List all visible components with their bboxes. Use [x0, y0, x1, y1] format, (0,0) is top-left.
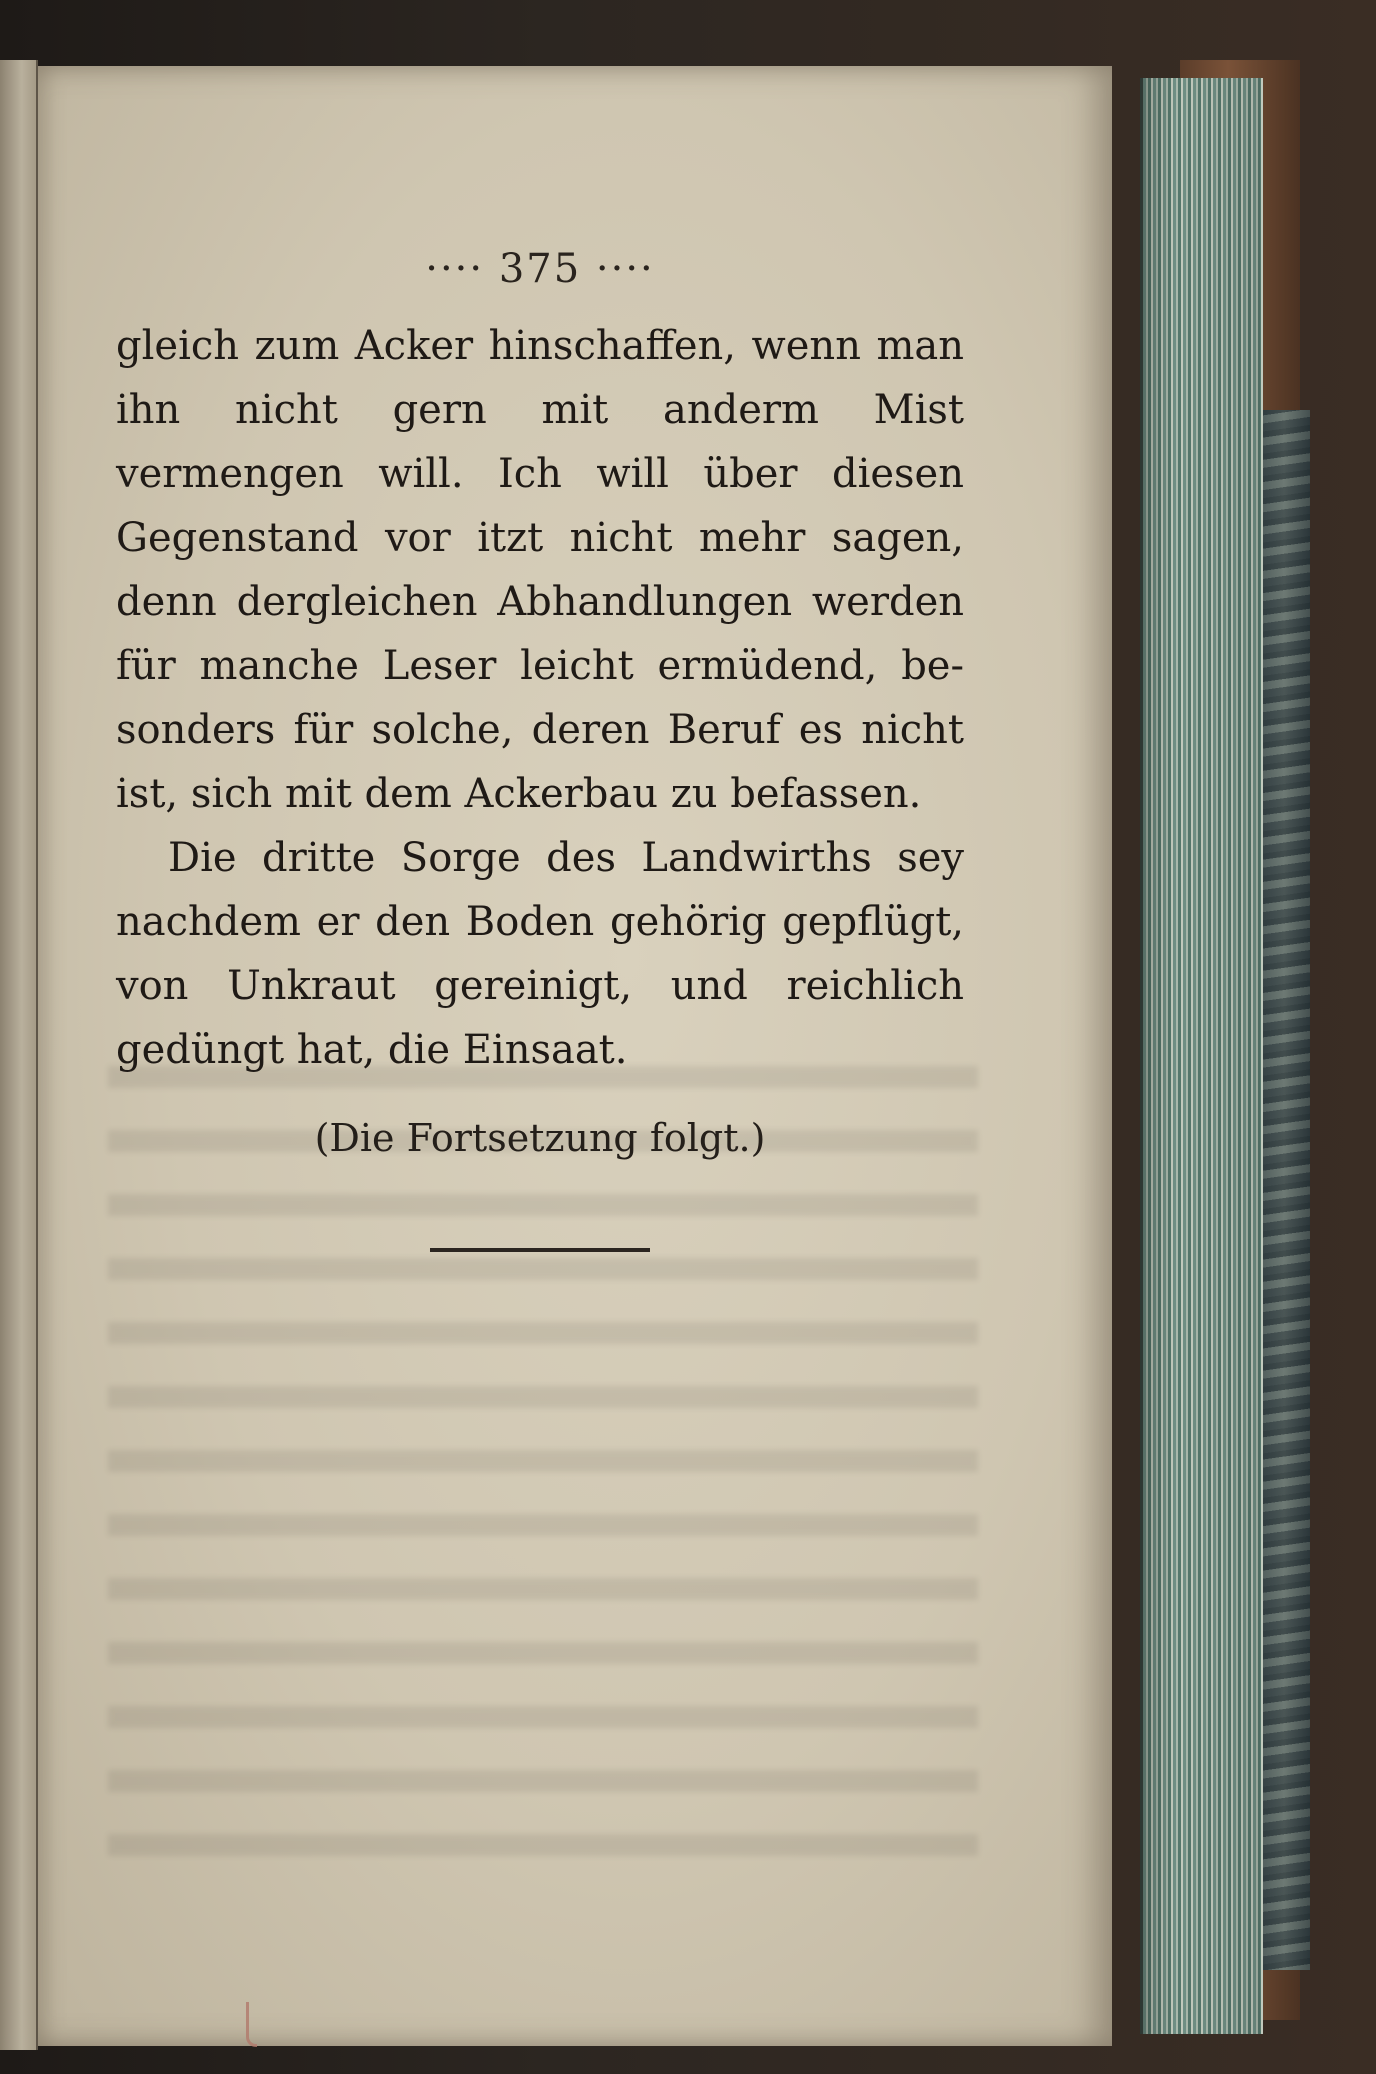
page-number: ···· 375 ····	[425, 246, 655, 292]
marbled-cover-edge	[1258, 410, 1310, 1970]
page-text-block	[116, 246, 964, 1252]
paragraph-1: gleich zum Acker hinschaffen, wenn man ihn nicht gern mit anderm Mist vermengen will. Ich will über diesen Gegenstand vor itzt nicht mehr sagen, denn dergleichen Abhandlungen werden für manche Leser leicht ermüdend, besonders für solche, deren Beruf es nicht ist, sich mit dem Ackerbau zu befassen.	[116, 323, 964, 817]
section-rule	[430, 1248, 650, 1252]
continuation-note: (Die Fortsetzung folgt.)	[314, 1116, 766, 1160]
paragraph-2: Die dritte Sorge des Landwirths sey nachdem er den Boden gehörig gepflügt, von Unkraut gereinigt, und reichlich gedüngt hat, die Einsaat.	[116, 835, 964, 1073]
pencil-mark	[246, 2002, 257, 2047]
fore-edge-shadow	[1140, 78, 1260, 2034]
previous-page-edge	[0, 60, 38, 2050]
book-page	[38, 66, 1112, 2046]
